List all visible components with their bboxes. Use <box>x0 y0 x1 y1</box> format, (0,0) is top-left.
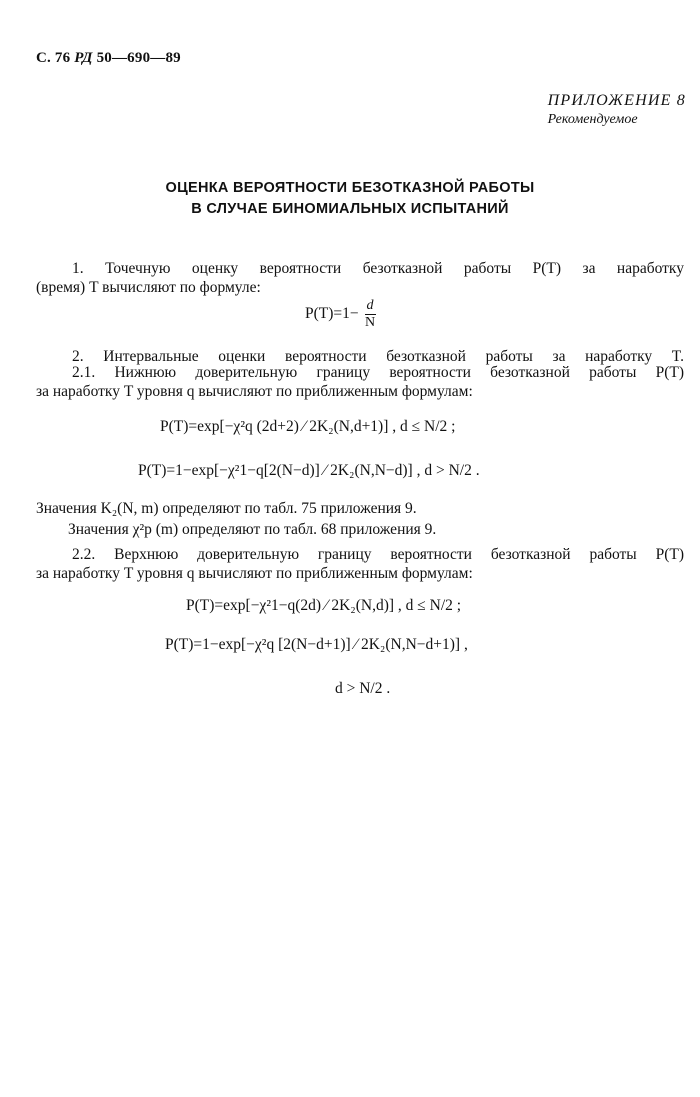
s1-formula <box>305 298 378 331</box>
s2-formula-1: P(T)=exp[−χ²q (2d+2) ⁄ 2K₂(N,d+1)] , d ≤ N/2 ; <box>160 418 456 435</box>
s2-line-3: за наработку T уровня q вычисляют по приближенным формулам: <box>36 383 473 400</box>
page-number: С. 76 <box>36 50 71 66</box>
appendix-title: ПРИЛОЖЕНИЕ 8 <box>547 92 686 109</box>
s1-formula-fraction <box>365 298 376 331</box>
page-header <box>36 50 181 67</box>
s2-formula-2: P(T)=1−exp[−χ²1−q[2(N−d)] ⁄ 2K₂(N,N−d)] , d > N/2 . <box>138 462 480 479</box>
title-line-2: В СЛУЧАЕ БИНОМИАЛЬНЫХ ИСПЫТАНИЙ <box>191 201 509 217</box>
s1-line-2: (время) T вычисляют по формуле: <box>36 279 261 296</box>
s1-formula-num: d <box>366 298 374 313</box>
doc-prefix: РД <box>74 50 93 66</box>
appendix-block <box>548 92 686 128</box>
s2-line-1: 2. Интервальные оценки вероятности безотказной работы за наработку T. <box>72 348 684 365</box>
s22-line-1: 2.2. Верхнюю доверительную границу вероятности безотказной работы P(T) <box>72 546 684 563</box>
title-line-1: ОЦЕНКА ВЕРОЯТНОСТИ БЕЗОТКАЗНОЙ РАБОТЫ <box>165 180 535 196</box>
s2-note-2: Значения χ²p (m) определяют по табл. 68 приложения 9. <box>68 521 437 538</box>
s22-line-2: за наработку T уровня q вычисляют по приближенным формулам: <box>36 565 473 582</box>
document-title <box>0 178 700 220</box>
s1-formula-left: P(T)=1− <box>305 305 359 323</box>
s2-note-1: Значения K₂(N, m) определяют по табл. 75 приложения 9. <box>36 500 417 517</box>
s1-line-1: 1. Точечную оценку вероятности безотказной работы P(T) за наработку <box>72 260 684 277</box>
s22-formula-2: P(T)=1−exp[−χ²q [2(N−d+1)] ⁄ 2K₂(N,N−d+1)] , <box>165 636 468 653</box>
s2-line-2: 2.1. Нижнюю доверительную границу вероятности безотказной работы P(T) <box>72 364 684 381</box>
s22-formula-1: P(T)=exp[−χ²1−q(2d) ⁄ 2K₂(N,d)] , d ≤ N/2 ; <box>186 597 462 614</box>
appendix-status: Рекомендуемое <box>547 112 638 127</box>
doc-number: 50—690—89 <box>96 50 181 66</box>
s22-formula-3: d > N/2 . <box>335 680 391 697</box>
s1-formula-den: N <box>364 315 376 330</box>
